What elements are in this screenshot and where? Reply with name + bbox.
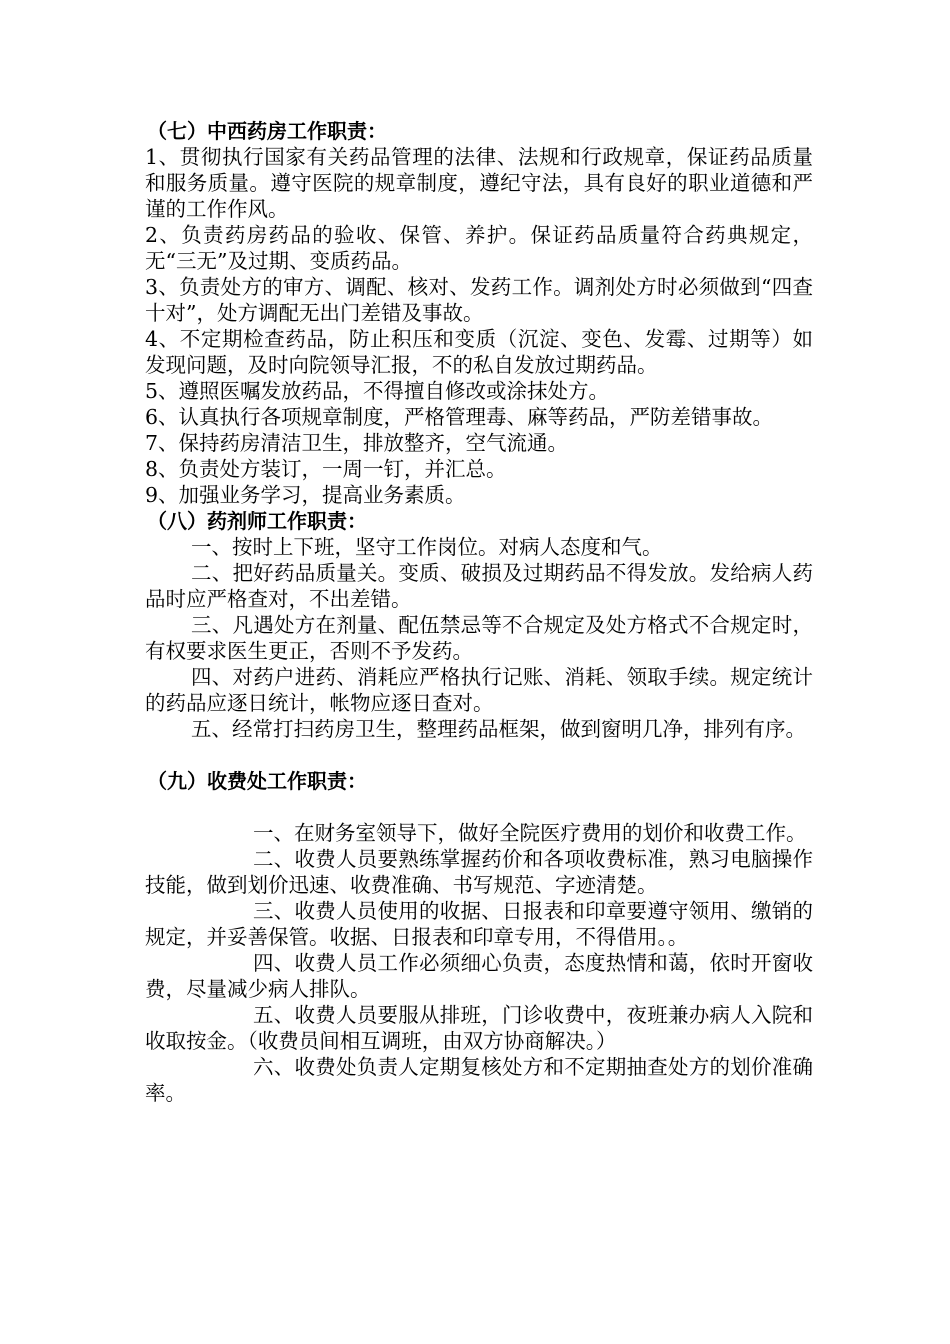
section-9-item-4: 四、收费人员工作必须细心负责，态度热情和蔼，依时开窗收费，尽量减少病人排队。 — [145, 951, 813, 1001]
spacer — [145, 794, 813, 820]
section-9-title: （九）收费处工作职责： — [147, 769, 367, 793]
section-7-title: （七）中西药房工作职责： — [147, 119, 387, 143]
section-8-item-1: 一、按时上下班，坚守工作岗位。对病人态度和气。 — [191, 535, 663, 559]
section-8-item-5: 五、经常打扫药房卫生，整理药品框架，做到窗明几净，排列有序。 — [191, 717, 806, 741]
section-8-title: （八）药剂师工作职责： — [147, 509, 367, 533]
section-9-item-2: 二、收费人员要熟练掌握药价和各项收费标准，熟习电脑操作技能，做到划价迅速、收费准确、书写规范、字迹清楚。 — [145, 847, 813, 897]
section-8-item-3: 三、凡遇处方在剂量、配伍禁忌等不合规定及处方格式不合规定时，有权要求医生更正，否则不予发药。 — [145, 613, 813, 663]
document-page — [145, 118, 813, 1106]
section-7-item-4: 4、不定期检查药品，防止积压和变质（沉淀、变色、发霉、过期等）如发现问题，及时向院领导汇报，不的私自发放过期药品。 — [145, 327, 813, 377]
section-8-item-4: 四、对药户进药、消耗应严格执行记账、消耗、领取手续。规定统计的药品应逐日统计，帐物应逐日查对。 — [145, 665, 813, 715]
section-9-item-3: 三、收费人员使用的收据、日报表和印章要遵守领用、缴销的规定，并妥善保管。收据、日报表和印章专用，不得借用。。 — [145, 899, 813, 949]
section-7-item-5: 5、遵照医嘱发放药品，不得擅自修改或涂抹处方。 — [145, 379, 610, 403]
section-8-item-2: 二、把好药品质量关。变质、破损及过期药品不得发放。发给病人药品时应严格查对，不出差错。 — [145, 561, 813, 611]
section-7-item-6: 6、认真执行各项规章制度，严格管理毒、麻等药品，严防差错事故。 — [145, 405, 774, 429]
section-7-item-7: 7、保持药房清洁卫生，排放整齐，空气流通。 — [145, 431, 569, 455]
spacer — [145, 742, 813, 768]
section-9-item-1: 一、在财务室领导下，做好全院医疗费用的划价和收费工作。 — [253, 821, 807, 845]
section-9-item-5: 五、收费人员要服从排班，门诊收费中，夜班兼办病人入院和收取按金。（收费员间相互调班，由双方协商解决。） — [145, 1003, 813, 1053]
section-7-item-1: 1、贯彻执行国家有关药品管理的法律、法规和行政规章，保证药品质量和服务质量。遵守医院的规章制度，遵纪守法，具有良好的职业道德和严谨的工作作风。 — [145, 145, 813, 221]
section-7-item-3: 3、负责处方的审方、调配、核对、发药工作。调剂处方时必须做到“四查十对”，处方调配无出门差错及事故。 — [145, 275, 813, 325]
section-7-item-9: 9、加强业务学习，提高业务素质。 — [145, 483, 466, 507]
section-9-item-6: 六、收费处负责人定期复核处方和不定期抽查处方的划价准确率。 — [145, 1055, 813, 1105]
section-7-item-8: 8、负责处方装订，一周一钉，并汇总。 — [145, 457, 507, 481]
section-7-item-2: 2、负责药房药品的验收、保管、养护。保证药品质量符合药典规定，无“三无”及过期、变质药品。 — [145, 223, 813, 273]
